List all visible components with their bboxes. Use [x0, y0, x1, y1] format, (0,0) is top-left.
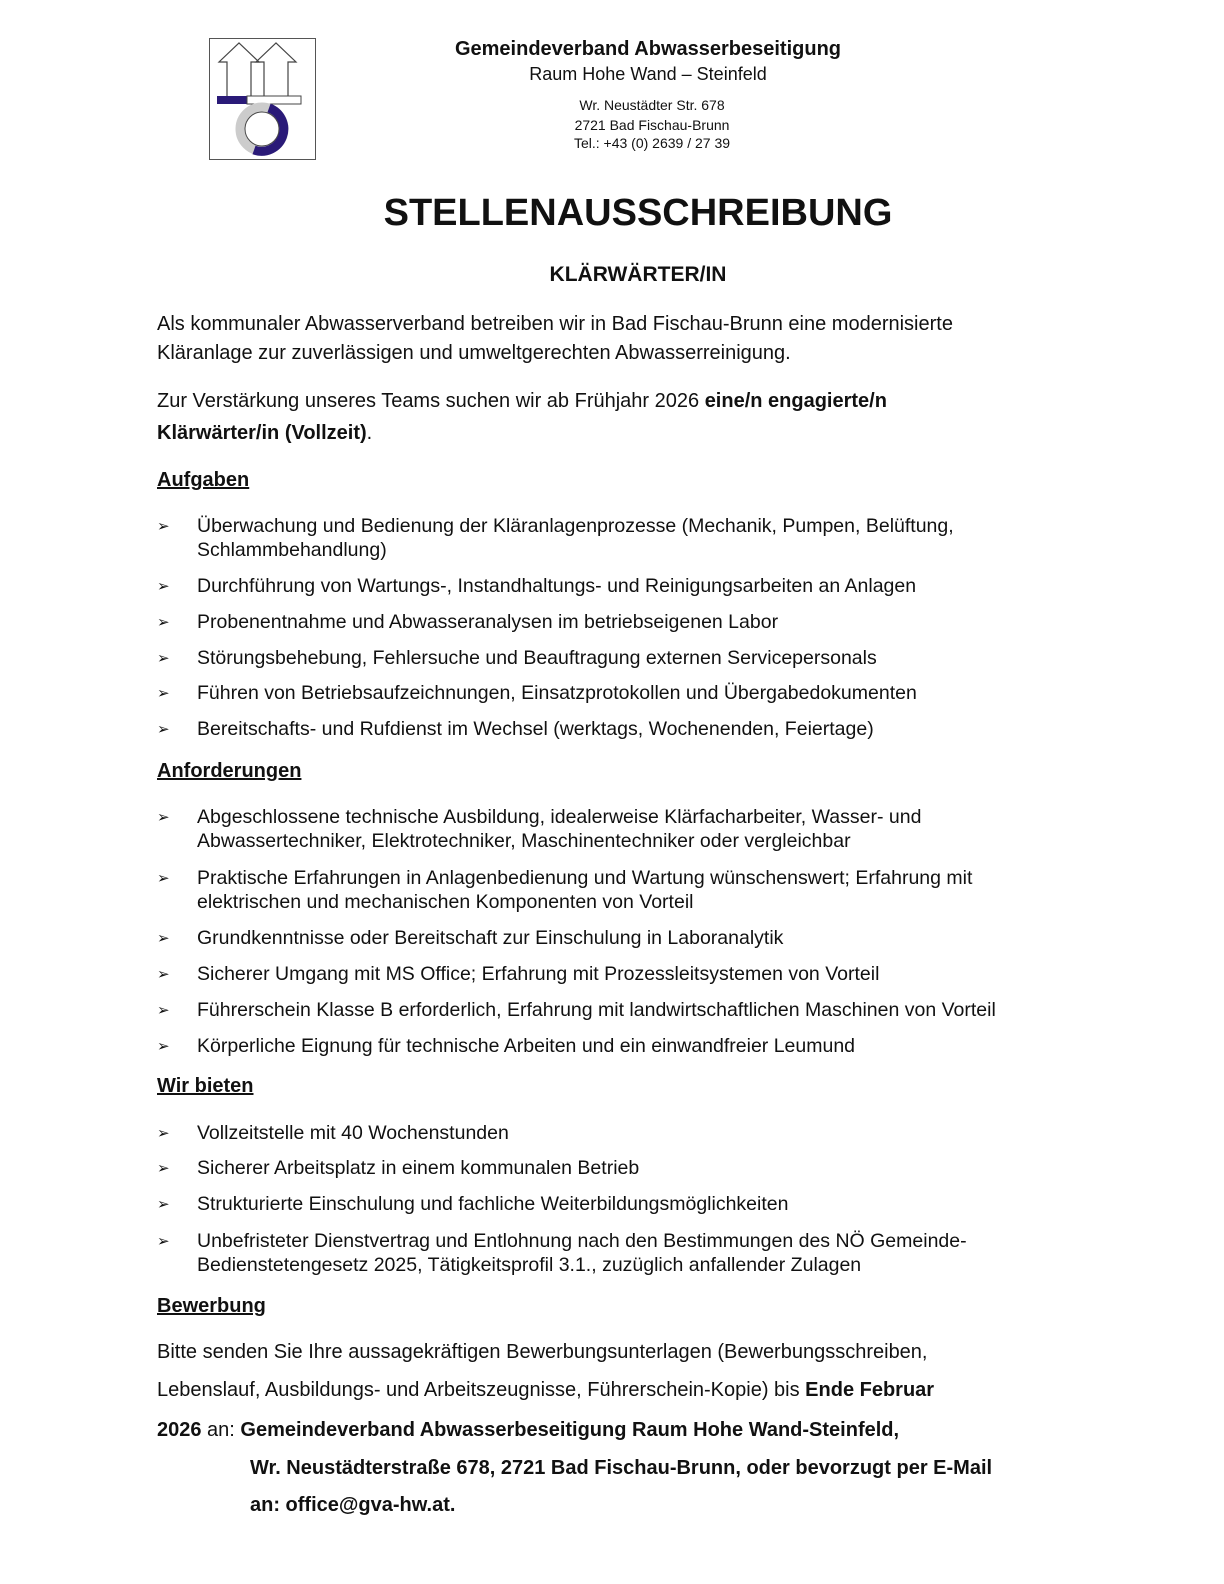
- bullet-arrow-icon: ➢: [157, 1038, 170, 1055]
- bullet-arrow-icon: ➢: [157, 1160, 170, 1177]
- address-street: Wr. Neustädter Str. 678: [579, 97, 725, 113]
- list-item-line: Vollzeitstelle mit 40 Wochenstunden: [197, 1122, 509, 1144]
- bold-text: Klärwärter/in (Vollzeit): [157, 422, 367, 444]
- recipient-address: Wr. Neustädterstraße 678, 2721 Bad Fischau-Brunn, oder bevorzugt per E-Mail: [250, 1457, 993, 1479]
- bullet-arrow-icon: ➢: [157, 1196, 170, 1213]
- list-item-line: Durchführung von Wartungs-, Instandhaltungs- und Reinigungsarbeiten an Anlagen: [197, 575, 917, 597]
- bullet-arrow-icon: ➢: [157, 809, 170, 826]
- application-line: Bitte senden Sie Ihre aussagekräftigen Bewerbungsunterlagen (Bewerbungsschreiben,: [157, 1341, 928, 1363]
- application-line: [250, 1457, 992, 1480]
- bullet-arrow-icon: ➢: [157, 930, 170, 947]
- section-heading-bewerbung: Bewerbung: [157, 1295, 266, 1317]
- bullet-arrow-icon: ➢: [157, 721, 170, 738]
- bullet-arrow-icon: ➢: [157, 1233, 170, 1250]
- recipient: Gemeindeverband Abwasserbeseitigung Raum Hohe Wand-Steinfeld,: [240, 1419, 900, 1441]
- bold-text: eine/n engagierte/n: [704, 390, 887, 412]
- intro-line: [157, 422, 372, 445]
- list-item: [197, 610, 778, 634]
- list-item-line: Führerschein Klasse B erforderlich, Erfahrung mit landwirtschaftlichen Maschinen von Vorteil: [197, 999, 996, 1021]
- bullet-arrow-icon: ➢: [157, 1125, 170, 1142]
- list-item-line: Probenentnahme und Abwasseranalysen im betriebseigenen Labor: [197, 611, 779, 633]
- section-heading-wir-bieten: Wir bieten: [157, 1075, 254, 1097]
- list-item: [197, 962, 879, 986]
- list-item: [197, 717, 874, 741]
- application-line: [157, 1419, 899, 1442]
- list-item-line: elektrischen und mechanischen Komponenten von Vorteil: [197, 891, 694, 913]
- list-item-line: Körperliche Eignung für technische Arbeiten und ein einwandfreier Leumund: [197, 1035, 856, 1057]
- list-item-line: Führen von Betriebsaufzeichnungen, Einsatzprotokollen und Übergabedokumenten: [197, 682, 917, 704]
- text: Lebenslauf, Ausbildungs- und Arbeitszeugnisse, Führerschein-Kopie) bis: [157, 1379, 806, 1401]
- list-item-line: Abwassertechniker, Elektrotechniker, Maschinentechniker oder vergleichbar: [197, 830, 851, 852]
- intro-line: Kläranlage zur zuverlässigen und umweltgerechten Abwasserreinigung.: [157, 342, 791, 364]
- text: Zur Verstärkung unseres Teams suchen wir ab Frühjahr 2026: [157, 390, 705, 412]
- list-item: [197, 805, 921, 853]
- bullet-arrow-icon: ➢: [157, 1002, 170, 1019]
- application-line: [250, 1494, 455, 1517]
- page-title: STELLENAUSSCHREIBUNG: [383, 192, 893, 234]
- list-item-line: Abgeschlossene technische Ausbildung, idealerweise Klärfacharbeiter, Wasser- und: [197, 806, 922, 828]
- logo: [209, 38, 316, 160]
- bullet-arrow-icon: ➢: [157, 966, 170, 983]
- text: .: [366, 422, 373, 444]
- list-item-line: Praktische Erfahrungen in Anlagenbedienung und Wartung wünschenswert; Erfahrung mit: [197, 867, 973, 889]
- intro-line: [157, 390, 887, 413]
- list-item: [197, 646, 877, 670]
- list-item-line: Schlammbehandlung): [197, 539, 387, 561]
- list-item: [197, 514, 954, 562]
- list-item-line: Bereitschafts- und Rufdienst im Wechsel (werktags, Wochenenden, Feiertage): [197, 718, 874, 740]
- list-item: [197, 1121, 509, 1145]
- deadline-year: 2026: [157, 1419, 202, 1441]
- list-item: [197, 1034, 855, 1058]
- job-title: KLÄRWÄRTER/IN: [549, 263, 727, 286]
- bullet-arrow-icon: ➢: [157, 614, 170, 631]
- org-name: Gemeindeverband Abwasserbeseitigung: [454, 38, 842, 60]
- intro-line: Als kommunaler Abwasserverband betreiben wir in Bad Fischau-Brunn eine modernisierte: [157, 313, 953, 335]
- address-phone: Tel.: +43 (0) 2639 / 27 39: [573, 135, 731, 151]
- list-item-line: Überwachung und Bedienung der Kläranlagenprozesse (Mechanik, Pumpen, Belüftung,: [197, 515, 954, 537]
- list-item-line: Störungsbehebung, Fehlersuche und Beauftragung externen Servicepersonals: [197, 647, 877, 669]
- list-item-line: Strukturierte Einschulung und fachliche Weiterbildungsmöglichkeiten: [197, 1193, 789, 1215]
- list-item-line: Grundkenntnisse oder Bereitschaft zur Einschulung in Laboranalytik: [197, 927, 784, 949]
- email-link[interactable]: an: office@gva-hw.at.: [250, 1494, 456, 1516]
- list-item: [197, 1229, 967, 1277]
- section-heading-aufgaben: Aufgaben: [157, 469, 250, 491]
- deadline: Ende Februar: [805, 1379, 935, 1401]
- list-item-line: Unbefristeter Dienstvertrag und Entlohnung nach den Bestimmungen des NÖ Gemeinde-: [197, 1230, 967, 1252]
- list-item: [197, 866, 972, 914]
- list-item: [197, 926, 783, 950]
- bullet-arrow-icon: ➢: [157, 518, 170, 535]
- bullet-arrow-icon: ➢: [157, 578, 170, 595]
- bullet-arrow-icon: ➢: [157, 870, 170, 887]
- address-city: 2721 Bad Fischau-Brunn: [574, 117, 730, 133]
- text: an:: [201, 1419, 241, 1441]
- bullet-arrow-icon: ➢: [157, 685, 170, 702]
- bullet-arrow-icon: ➢: [157, 650, 170, 667]
- list-item: [197, 1192, 788, 1216]
- list-item-line: Sicherer Umgang mit MS Office; Erfahrung mit Prozessleitsystemen von Vorteil: [197, 963, 880, 985]
- list-item: [197, 998, 996, 1022]
- org-region: Raum Hohe Wand – Steinfeld: [529, 64, 767, 84]
- list-item: [197, 681, 917, 705]
- list-item-line: Bedienstetengesetz 2025, Tätigkeitsprofil 3.1., zuzüglich anfallender Zulagen: [197, 1254, 862, 1276]
- list-item: [197, 574, 916, 598]
- list-item: [197, 1156, 639, 1180]
- list-item-line: Sicherer Arbeitsplatz in einem kommunalen Betrieb: [197, 1157, 640, 1179]
- section-heading-anforderungen: Anforderungen: [157, 760, 302, 782]
- application-line: [157, 1379, 934, 1402]
